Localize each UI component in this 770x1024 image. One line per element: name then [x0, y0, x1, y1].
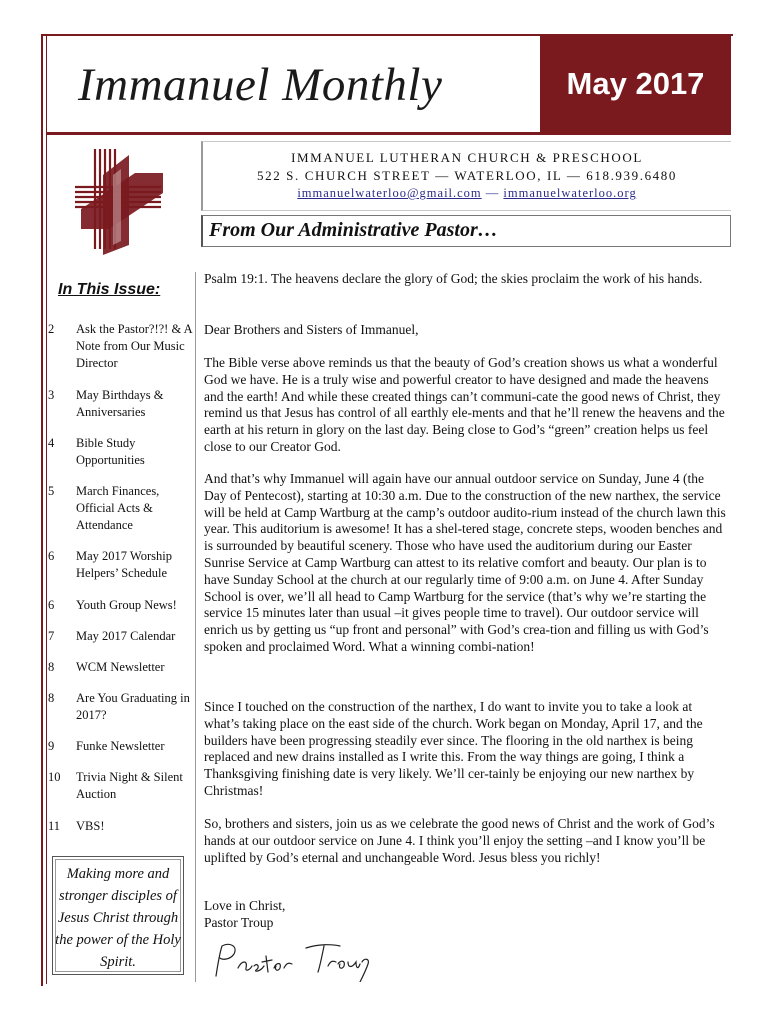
- website-link[interactable]: immanuelwaterloo.org: [503, 186, 637, 200]
- toc-title: May 2017 Calendar: [76, 629, 176, 643]
- frame-inner-rule: [46, 36, 47, 984]
- article-paragraph: Pastor Troup: [204, 915, 274, 930]
- toc-title: Ask the Pastor?!?! & A Note from Our Music Director: [76, 322, 192, 370]
- masthead-rule: [46, 132, 731, 135]
- toc-page-number: 6: [48, 598, 55, 612]
- article-paragraph: The Bible verse above reminds us that the beauty of God’s creation shows us what a wonderful God we have. He is a truly wise and powerful creator to have designed and made the heavens and the earth! And while these created things can’t communi-cate the good news of Christ, they remind us that Jesus has control of all earthly ele-ments and that he’ll renew the heavens and the earth at his return in glory on the last day. Being close to God’s “green” creation helps us feel close to our Creator God.: [204, 355, 725, 454]
- article-paragraph: Psalm 19:1. The heavens declare the glory of God; the skies proclaim the work of his hands.: [204, 271, 703, 286]
- mission-motto-box: [52, 856, 184, 975]
- toc-page-number: 4: [48, 436, 55, 450]
- newsletter-title: Immanuel Monthly: [78, 59, 443, 111]
- article-paragraph: Dear Brothers and Sisters of Immanuel,: [204, 322, 419, 337]
- article-paragraph: Love in Christ,: [204, 898, 286, 913]
- toc-page-number: 6: [48, 549, 55, 563]
- toc-title: Funke Newsletter: [76, 739, 165, 753]
- article-paragraph: So, brothers and sisters, join us as we celebrate the good news of Christ and the work of God’s hands at our outdoor service on June 4. I think you’ll enjoy the setting –and I know you’ll be uplifted by God’s eternal and unchangeable Word. Jesus bless you richly!: [204, 816, 715, 865]
- church-contact-line: [203, 186, 731, 201]
- toc-page-number: 9: [48, 739, 55, 753]
- toc-page-number: 2: [48, 322, 55, 336]
- toc-page-number: 5: [48, 484, 55, 498]
- toc-page-number: 7: [48, 629, 55, 643]
- toc-title: Youth Group News!: [76, 598, 177, 612]
- issue-date: May 2017: [566, 66, 705, 101]
- article-heading: From Our Administrative Pastor…: [209, 219, 498, 241]
- church-address-box: [201, 141, 731, 211]
- toc-title: Trivia Night & Silent Auction: [76, 770, 183, 801]
- toc-title: Are You Graduating in 2017?: [76, 691, 190, 722]
- article-paragraph: Since I touched on the construction of the narthex, I do want to invite you to take a look at what’s taking place on the east side of the church. Work began on Monday, April 17, and the builders have been progressing steadily ever since. The flooring in the old narthex is being replaced and new drains installed as I write this. From the way things are going, I think a Thanksgiving finishing date is very likely. We’ll cer-tainly be enjoying our new narthex by Christmas!: [204, 699, 703, 798]
- mission-motto: Making more and stronger disciples of Jesus Christ through the power of the Holy Spirit.: [55, 866, 181, 970]
- church-address: 522 S. CHURCH STREET — WATERLOO, IL — 618.939.6480: [257, 168, 677, 183]
- toc-title: March Finances, Official Acts & Attendance: [76, 484, 160, 532]
- toc-title: Bible Study Opportunities: [76, 436, 145, 467]
- in-this-issue-heading: In This Issue:: [58, 281, 161, 298]
- contact-separator: —: [485, 186, 500, 200]
- church-name: IMMANUEL LUTHERAN CHURCH & PRESCHOOL: [291, 150, 643, 165]
- toc-page-number: 8: [48, 660, 55, 674]
- toc-page-number: 3: [48, 388, 55, 402]
- cross-logo-icon: [73, 145, 165, 257]
- toc-page-number: 10: [48, 770, 61, 784]
- issue-date-box: [540, 36, 731, 132]
- toc-title: WCM Newsletter: [76, 660, 165, 674]
- article-paragraph: And that’s why Immanuel will again have our annual outdoor service on Sunday, June 4 (the Day of Pentecost), starting at 10:30 a.m. Due to the construction of the new narthex, the service will be held at Camp Wartburg at the camp’s outdoor audito-rium instead of the church lawn this year. This auditorium is awesome! It has a shel-tered stage, concrete steps, wooden benches and is surrounded by beautiful scenery. Those who have used the auditorium during our Easter Sunrise Service at Camp Wartburg can attest to its relative comfort and beauty. Our plan is to have Sunday School at the church at our regularly time of 9:00 a.m. on June 4. After Sunday School is over, we’ll all head to Camp Wartburg for the service (that’s why we’re starting the service 15 minutes later than usual –it gives people time to travel). Our outdoor service will enrich us by getting us “up front and personal” with God’s crea-tion and filling us with God’s spoken and proclaimed Word. What a winning combi-nation!: [204, 471, 726, 654]
- toc-title: May 2017 Worship Helpers’ Schedule: [76, 549, 172, 580]
- toc-page-number: 11: [48, 819, 61, 833]
- toc-title: May Birthdays & Anniversaries: [76, 388, 164, 419]
- signature-icon: [208, 938, 378, 982]
- toc-title: VBS!: [76, 819, 105, 833]
- article-heading-box: [201, 215, 731, 247]
- email-link[interactable]: immanuelwaterloo@gmail.com: [297, 186, 482, 200]
- toc-page-number: 8: [48, 691, 55, 705]
- sidebar-divider: [195, 272, 196, 982]
